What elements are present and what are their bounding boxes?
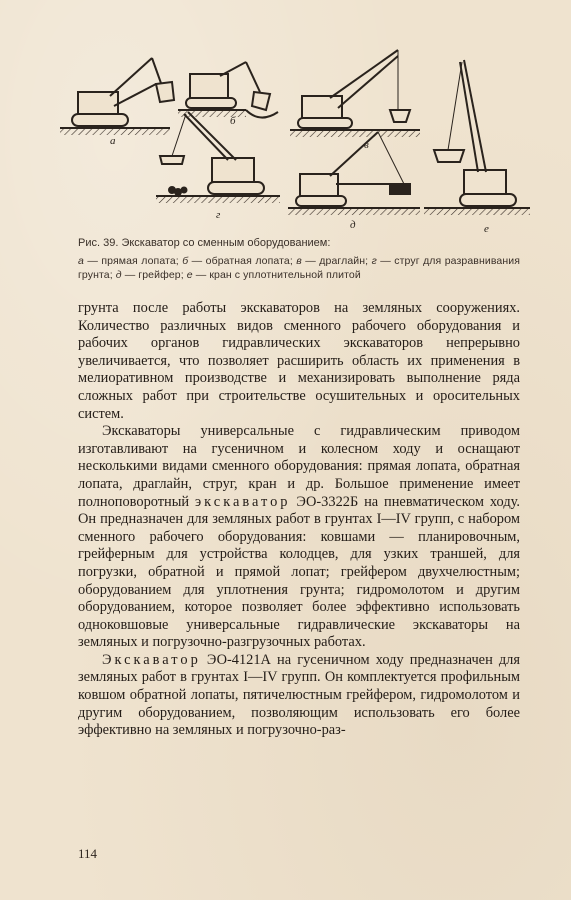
figure-label-a: а [110,135,116,147]
caption-legend [78,254,520,282]
figure-caption [78,236,520,282]
legend-letter-c: в [296,255,302,267]
paragraph-2 [78,423,520,652]
paragraph-1: грунта после работы экскаваторов на земляных сооружениях. Количество различных видов сменного рабочего оборудования и рабочих органов гидравлических экскаваторов непрерывно увеличивается, что позволяет расширить область их применения в мелиоративном производстве и механизировать выполнение ряда сложных работ при строительстве осушительных и оросительных систем. [78,300,520,422]
figure-label-f: е [484,223,489,235]
paragraph-2-start: Экскаваторы универсальные с гидравлическим приводом изготавливают на гусеничном и колесном ходу и оснащают несколькими видами сменного оборудования: прямая лопата, обратная лопата, драглайн, струг, кран и др. Большое применение имеет полноповоротный [78,423,520,510]
legend-text-a: — прямая лопата; [83,255,183,267]
excavator-d-grader [156,112,280,203]
legend-letter-a: а [78,255,84,267]
excavator-a-front-shovel [60,58,174,135]
legend-letter-b: б [182,255,189,267]
paragraph-3-spaced-term: Экскаватор [102,651,201,668]
legend-text-c: — драглайн; [301,255,372,267]
paragraph-3 [78,652,520,740]
excavator-e-grab [288,132,420,215]
page-number: 114 [78,846,98,861]
paragraph-2-rest: ЭО-3322Б на пневматическом ходу. Он предназначен для земляных работ в грунтах I—IV групп, с набором сменного рабочего оборудования: ковшами — планировочным, грейферным для устройства колодцев, для узких траншей, для погрузки, обратной и прямой лопат; грейфером двухчелюстным; оборудованием для уплотнения грунта; гидромолотом и другим оборудованием, которое позволяет более эффективно использовать одноковшовые универсальные гидравлические экскаваторы на земляных и погрузочно-разгрузочных работах. [78,493,520,651]
legend-text-d: — струг для разравнивания грунта; [78,255,520,281]
excavator-f-crane-plate [424,60,530,215]
paragraph-2-spaced-term: экскаватор [195,493,291,510]
legend-text-e: — грейфер; [121,269,187,281]
excavator-b-backhoe [178,62,278,118]
legend-text-f: — кран с уплотнительной плитой [192,269,361,281]
paragraph-3-rest: ЭО-4121А на гусеничном ходу предназначен для земляных работ в грунтах I—IV групп. Он комплектуется профильным ковшом обратной лопаты, пятичелюстным грейфером, гидромолотом и другим оборудованием, позволяющим использовать его более эффективно на земляных и погрузочно-раз- [78,651,520,739]
excavator-figure [60,40,532,240]
figure-label-e: д [350,219,356,231]
main-text [78,300,520,740]
caption-title: Рис. 39. Экскаватор со сменным оборудованием: [78,237,331,249]
figure-label-c: в [364,139,369,151]
legend-letter-e: д [115,269,122,281]
legend-text-b: — обратная лопата; [188,255,297,267]
excavator-illustration [60,40,532,240]
figure-label-d: г [216,209,221,221]
figure-label-b: б [230,115,236,127]
legend-letter-f: е [186,269,193,281]
legend-letter-d: г [371,255,377,267]
excavator-c-dragline [290,50,420,137]
